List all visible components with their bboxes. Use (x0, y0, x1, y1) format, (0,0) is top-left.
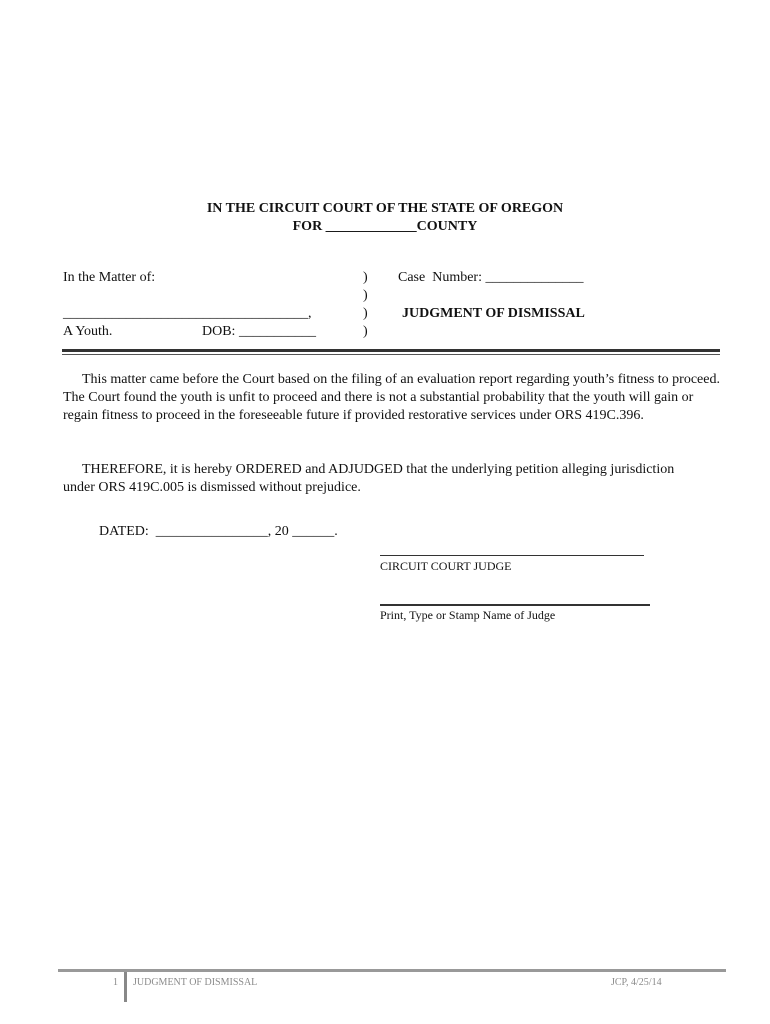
caption-paren: ) (363, 270, 368, 285)
court-heading: IN THE CIRCUIT COURT OF THE STATE OF OREGON (206, 201, 564, 216)
dob-field: DOB: ___________ (202, 324, 316, 339)
case-number-field: Case Number: ______________ (398, 270, 584, 285)
judge-name-label: Print, Type or Stamp Name of Judge (380, 608, 556, 622)
caption-paren: ) (363, 306, 368, 321)
in-matter-of-label: In the Matter of: (63, 270, 156, 285)
footer-divider (58, 969, 726, 972)
caption-paren: ) (363, 324, 368, 339)
caption-divider-thick (62, 349, 720, 352)
youth-name-blank: ___________________________________, (63, 306, 312, 321)
order-paragraph: THEREFORE, it is hereby ORDERED and ADJUDGED that the underlying petition alleging jurisdiction under ORS 419C.005 is dismissed without prejudice. (63, 462, 675, 495)
footer-vertical-bar (124, 972, 127, 1002)
page-number: 1 (113, 977, 118, 988)
dated-line: DATED: ________________, 20 ______. (99, 524, 338, 539)
form-code: JCP, 4/25/14 (611, 977, 662, 988)
caption-divider-thin (62, 354, 720, 355)
judge-signature-line (380, 555, 644, 556)
judgment-title: JUDGMENT OF DISMISSAL (402, 306, 585, 321)
findings-paragraph: This matter came before the Court based on the filing of an evaluation report regarding youth’s fitness to proceed. The Court found the youth is unfit to proceed and there is not a substantial probability that the youth will gain or regain fitness to proceed in the foreseeable future if provided restorative services under ORS 419C.396. (63, 372, 720, 423)
a-youth-label: A Youth. (63, 324, 113, 339)
county-heading: FOR _____________COUNTY (292, 219, 478, 234)
footer-doc-title: JUDGMENT OF DISMISSAL (133, 977, 258, 988)
judge-signature-label: CIRCUIT COURT JUDGE (380, 559, 512, 573)
judge-name-line (380, 604, 650, 606)
caption-paren: ) (363, 288, 368, 303)
